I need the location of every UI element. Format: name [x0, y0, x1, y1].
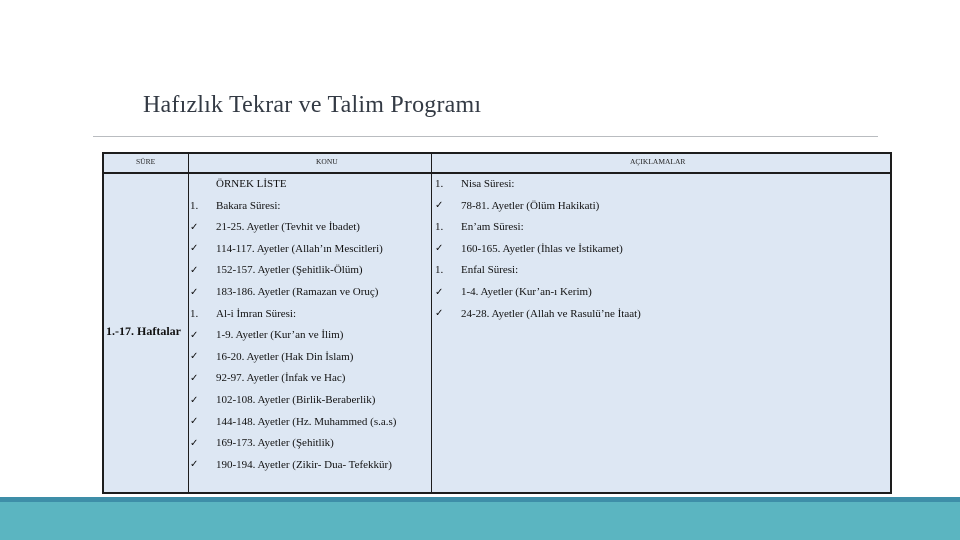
konu-row-text: 16-20. Ayetler (Hak Din İslam): [216, 350, 354, 363]
aciklama-row-text: 78-81. Ayetler (Ölüm Hakikati): [461, 199, 600, 212]
list-marker: 1.: [435, 178, 444, 190]
konu-row-text: 169-173. Ayetler (Şehitlik): [216, 437, 334, 450]
konu-row: [190, 368, 345, 388]
konu-row-text: 21-25. Ayetler (Tevhit ve İbadet): [216, 221, 360, 234]
konu-row: [190, 196, 280, 216]
konu-row-text: Bakara Süresi:: [216, 199, 281, 212]
list-marker: 1.: [190, 307, 199, 320]
konu-row-text: 1-9. Ayetler (Kur’an ve İlim): [216, 329, 344, 342]
list-marker: 1.: [435, 221, 444, 234]
aciklama-row-text: 1-4. Ayetler (Kur’an-ı Kerim): [461, 286, 592, 298]
aciklama-row: [435, 282, 592, 302]
checkmark-icon: ✓: [190, 264, 199, 276]
aciklama-row-text: Nisa Süresi:: [461, 178, 515, 190]
konu-row-text: 92-97. Ayetler (İnfak ve Hac): [216, 372, 346, 385]
checkmark-icon: ✓: [190, 221, 199, 233]
checkmark-icon: ✓: [190, 372, 199, 384]
aciklama-row-text: Enfal Süresi:: [461, 264, 519, 277]
konu-row: [190, 347, 353, 367]
title-divider: [93, 136, 878, 137]
table-header-row: [104, 154, 890, 174]
konu-row-text: ÖRNEK LİSTE: [216, 178, 287, 190]
konu-row: [190, 412, 396, 432]
konu-row: [190, 217, 360, 237]
konu-row: [190, 239, 383, 259]
checkmark-icon: ✓: [190, 329, 199, 341]
konu-row-text: 114-117. Ayetler (Allah’ın Mescitleri): [216, 242, 383, 255]
aciklama-row: [435, 304, 641, 324]
checkmark-icon: ✓: [435, 200, 444, 212]
footer-stripe: [0, 497, 960, 502]
checkmark-icon: ✓: [435, 243, 444, 255]
checkmark-icon: ✓: [190, 416, 199, 428]
checkmark-icon: ✓: [190, 437, 199, 449]
program-table: [102, 152, 892, 494]
konu-row: [190, 304, 296, 324]
sure-cell: 1.-17. Haftalar: [106, 324, 181, 338]
list-marker: 1.: [190, 199, 199, 212]
checkmark-icon: ✓: [190, 351, 199, 363]
konu-row: [190, 282, 378, 302]
checkmark-icon: ✓: [190, 243, 199, 255]
aciklama-row-text: En’am Süresi:: [461, 221, 524, 234]
konu-row-text: 102-108. Ayetler (Birlik-Beraberlik): [216, 394, 376, 406]
aciklama-row: [435, 174, 514, 194]
aciklama-row: [435, 239, 623, 259]
checkmark-icon: ✓: [435, 286, 444, 298]
aciklama-row: [435, 260, 518, 280]
konu-row: [190, 390, 375, 410]
konu-row-text: 152-157. Ayetler (Şehitlik-Ölüm): [216, 264, 363, 277]
footer-bar: [0, 497, 960, 540]
checkmark-icon: ✓: [435, 308, 444, 320]
list-marker: 1.: [435, 264, 444, 277]
aciklama-row-text: 24-28. Ayetler (Allah ve Rasulü’ne İtaat): [461, 307, 641, 320]
konu-row: [190, 433, 334, 453]
aciklama-row: [435, 217, 524, 237]
header-sure: SÜRE: [136, 157, 156, 166]
konu-row: [190, 174, 287, 194]
aciklama-row: [435, 196, 599, 216]
konu-row: [190, 455, 392, 475]
header-aciklamalar: AÇIKLAMALAR: [630, 157, 686, 166]
header-konu: KONU: [316, 157, 338, 166]
slide-title: Hafızlık Tekrar ve Talim Programı: [143, 92, 482, 118]
konu-row-text: 144-148. Ayetler (Hz. Muhammed (s.a.s): [216, 415, 397, 428]
konu-row-text: 183-186. Ayetler (Ramazan ve Oruç): [216, 286, 379, 298]
konu-row: [190, 325, 343, 345]
konu-row: [190, 260, 363, 280]
column-divider-2: [431, 154, 432, 492]
column-divider-1: [188, 154, 189, 492]
konu-row-text: 190-194. Ayetler (Zikir- Dua- Tefekkür): [216, 458, 392, 471]
checkmark-icon: ✓: [190, 394, 199, 406]
checkmark-icon: ✓: [190, 286, 199, 298]
aciklama-row-text: 160-165. Ayetler (İhlas ve İstikamet): [461, 242, 623, 255]
konu-row-text: Al-i İmran Süresi:: [216, 307, 297, 320]
checkmark-icon: ✓: [190, 459, 199, 471]
